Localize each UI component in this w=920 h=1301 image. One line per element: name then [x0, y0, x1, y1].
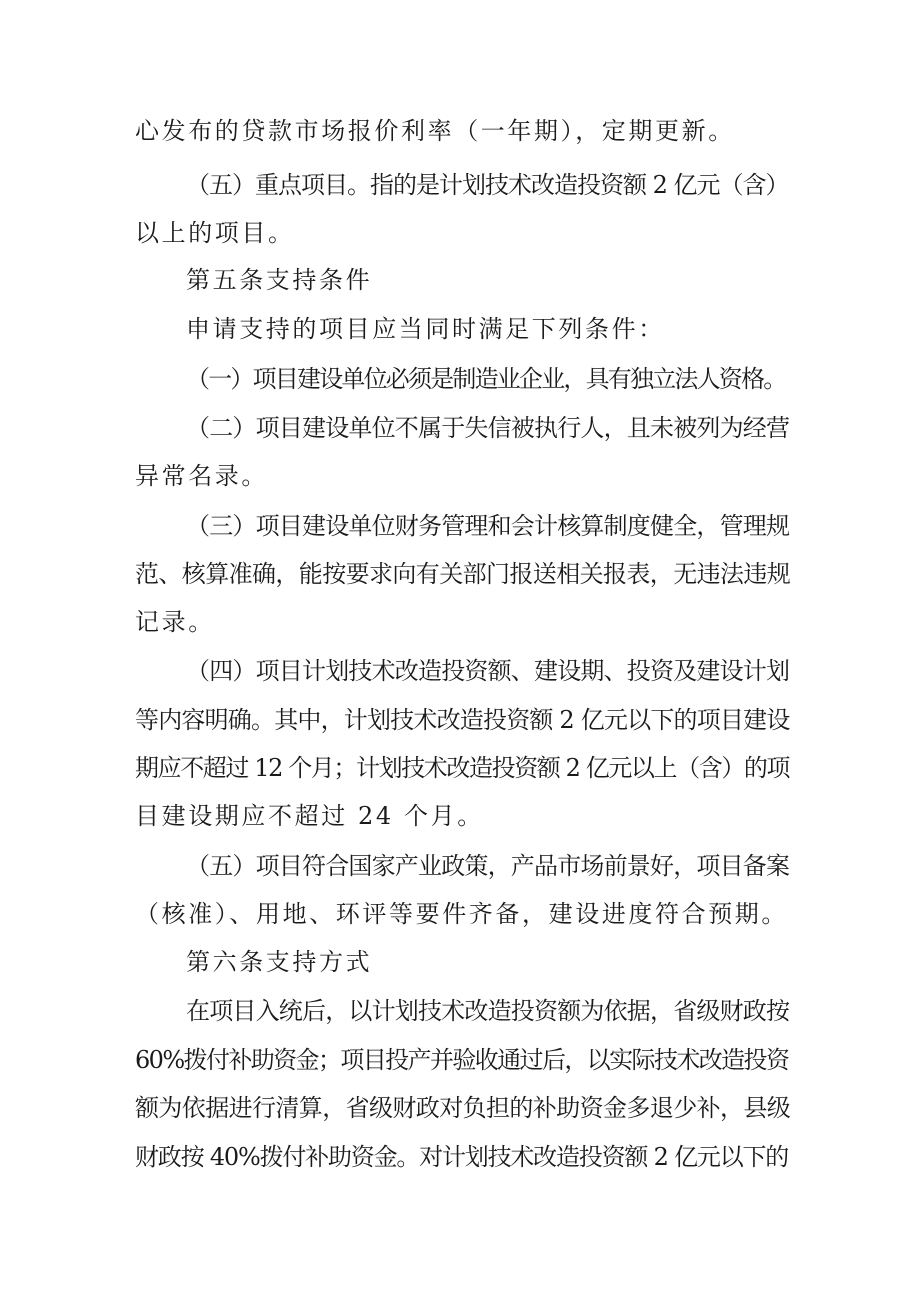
- text-line: 在项目入统后，以计划技术改造投资额为依据，省级财政按: [186, 997, 790, 1025]
- text-line: 申请支持的项目应当同时满足下列条件：: [186, 315, 665, 343]
- text-line: 以上的项目。: [135, 219, 295, 247]
- text-line: 期应不超过 12 个月；计划技术改造投资额 2 亿元以上（含）的项: [135, 754, 790, 782]
- text-line: 60%拨付补助资金；项目投产并验收通过后，以实际技术改造投资: [135, 1046, 789, 1074]
- text-line: （核准）、用地、环评等要件齐备，建设进度符合预期。: [135, 900, 788, 928]
- text-line: 目建设期应不超过 24 个月。: [135, 802, 484, 830]
- text-line: （四）项目计划技术改造投资额、建设期、投资及建设计划: [186, 657, 790, 685]
- text-line: 等内容明确。其中，计划技术改造投资额 2 亿元以下的项目建设: [135, 706, 790, 734]
- text-line: （五）项目符合国家产业政策，产品市场前景好，项目备案: [186, 852, 790, 880]
- text-line: （一）项目建设单位必须是制造业企业，具有独立法人资格。: [186, 365, 786, 393]
- text-line: （三）项目建设单位财务管理和会计核算制度健全，管理规: [186, 512, 790, 540]
- text-line: 额为依据进行清算，省级财政对负担的补助资金多退少补，县级: [135, 1094, 791, 1122]
- text-line: 记录。: [135, 608, 215, 636]
- text-line: 财政按 40%拨付补助资金。对计划技术改造投资额 2 亿元以下的: [135, 1143, 789, 1171]
- text-line: （五）重点项目。指的是计划技术改造投资额 2 亿元（含）: [186, 171, 789, 199]
- text-line: 范、核算准确，能按要求向有关部门报送相关报表，无违法违规: [135, 560, 791, 588]
- section-heading: 第六条支持方式: [186, 948, 373, 976]
- text-line: 异常名录。: [135, 462, 268, 490]
- text-line: 心发布的贷款市场报价利率（一年期），定期更新。: [135, 117, 735, 145]
- section-heading: 第五条支持条件: [186, 266, 373, 294]
- text-line: （二）项目建设单位不属于失信被执行人，且未被列为经营: [186, 414, 790, 442]
